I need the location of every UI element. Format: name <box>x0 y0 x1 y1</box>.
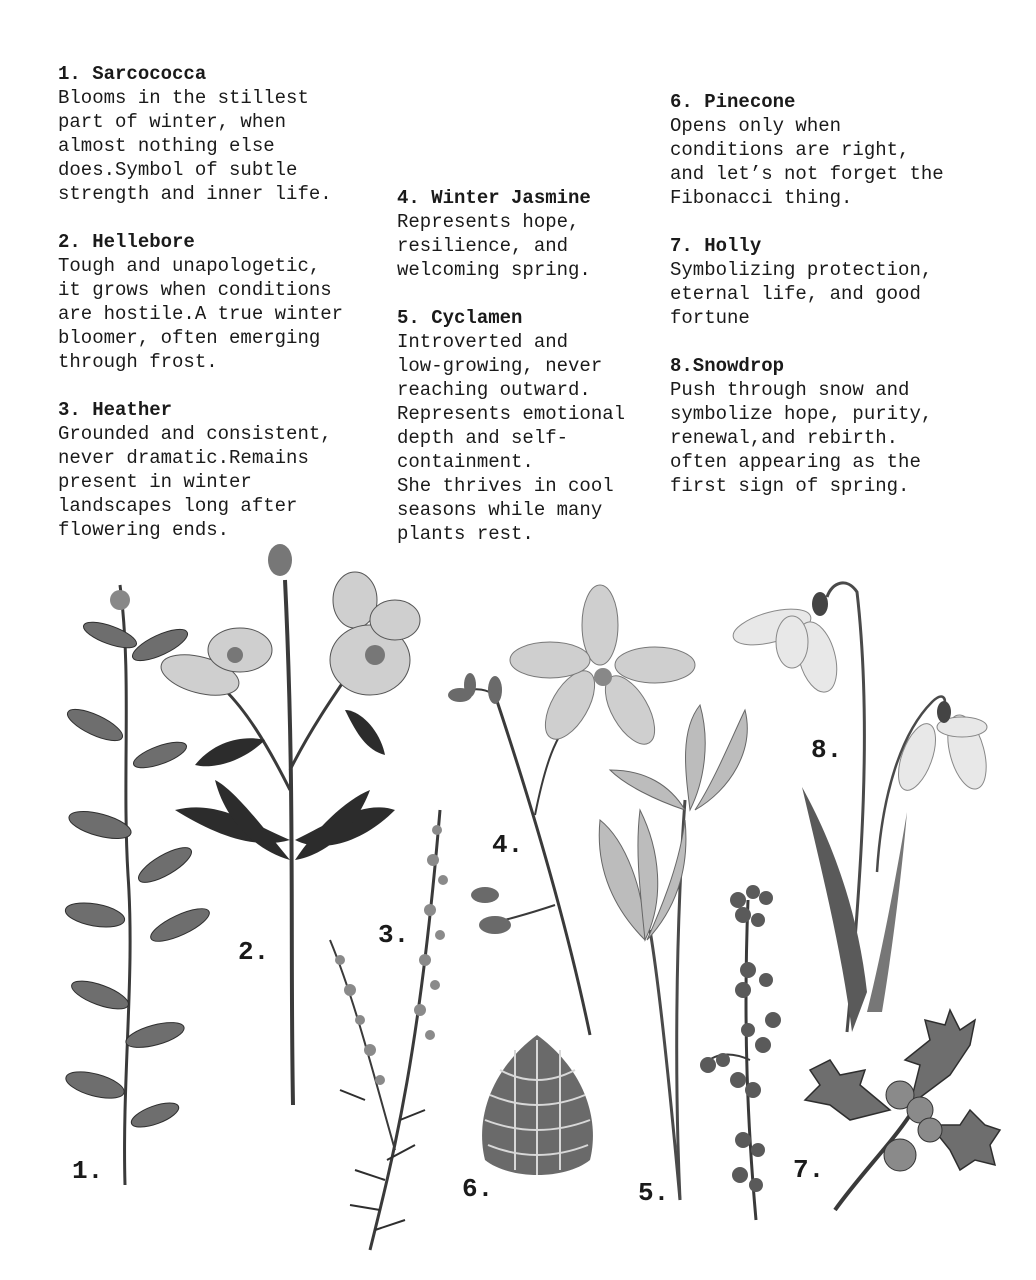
entry-cyclamen <box>397 306 662 546</box>
label-6: 6. <box>462 1174 494 1204</box>
entry-title: 3. Heather <box>58 399 173 421</box>
entry-heather <box>58 398 388 542</box>
entry-description: Symbolizing protection, eternal life, and good fortune <box>670 259 933 329</box>
entry-sarcococca <box>58 62 388 206</box>
entry-holly <box>670 234 1010 330</box>
label-7: 7. <box>793 1155 825 1185</box>
pinecone-icon <box>470 1030 605 1180</box>
entry-title: 5. Cyclamen <box>397 307 523 329</box>
column-left <box>58 62 388 566</box>
entry-title: 7. Holly <box>670 235 762 257</box>
label-2: 2. <box>238 937 270 967</box>
entry-pinecone <box>670 90 1010 210</box>
entry-description: Opens only when conditions are right, and let’s not forget the Fibonacci thing. <box>670 115 944 209</box>
entry-title: 4. Winter Jasmine <box>397 187 591 209</box>
entry-title: 6. Pinecone <box>670 91 796 113</box>
entry-description: Blooms in the stillest part of winter, when almost nothing else does.Symbol of subtle strength and inner life. <box>58 87 332 205</box>
label-3: 3. <box>378 920 410 950</box>
entry-description: Tough and unapologetic, it grows when conditions are hostile.A true winter bloomer, often emerging through frost. <box>58 255 344 373</box>
column-middle <box>397 186 662 570</box>
entry-description: Represents hope, resilience, and welcoming spring. <box>397 211 591 281</box>
entry-snowdrop <box>670 354 1010 498</box>
label-1: 1. <box>72 1156 104 1186</box>
entry-hellebore <box>58 230 388 374</box>
column-right <box>670 90 1010 522</box>
entry-title: 1. Sarcococca <box>58 63 207 85</box>
entry-description: Push through snow and symbolize hope, purity, renewal,and rebirth. often appearing as the first sign of spring. <box>670 379 933 497</box>
entry-winter-jasmine <box>397 186 662 282</box>
entry-title: 2. Hellebore <box>58 231 195 253</box>
entry-title: 8.Snowdrop <box>670 355 785 377</box>
entry-description: Grounded and consistent, never dramatic.Remains present in winter landscapes long after flowering ends. <box>58 423 332 541</box>
label-4: 4. <box>492 830 524 860</box>
label-8: 8. <box>811 735 843 765</box>
snowdrop-plant-icon <box>732 572 994 1040</box>
entry-description: Introverted and low-growing, never reaching outward. Represents emotional depth and self- containment. She thrives in cool seasons while many plants rest. <box>397 331 626 545</box>
label-5: 5. <box>638 1178 670 1208</box>
